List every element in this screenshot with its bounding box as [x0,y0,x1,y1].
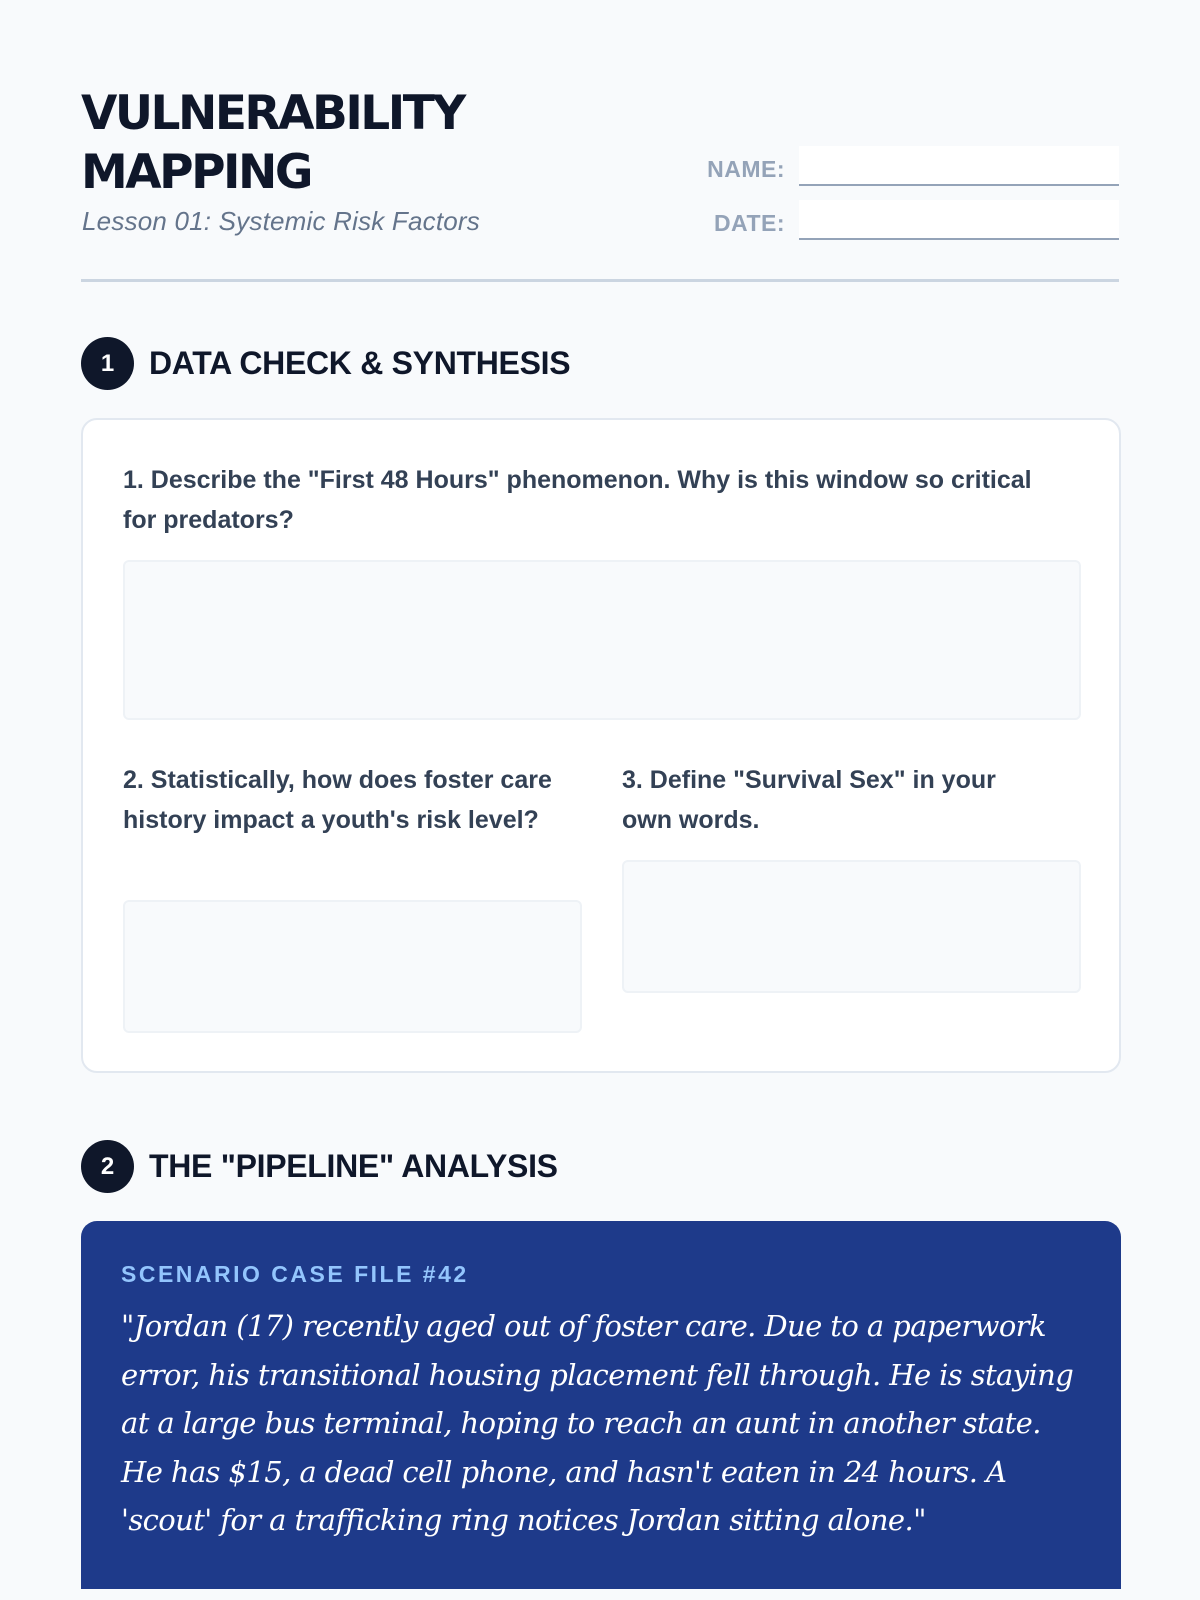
section-2-title: THE "PIPELINE" ANALYSIS [149,1148,558,1184]
section-1-heading [81,337,570,390]
answer-1-box[interactable] [123,560,1081,720]
worksheet-header [81,0,1119,282]
name-label: NAME: [707,156,785,182]
answer-3-box[interactable] [622,860,1081,993]
date-field[interactable] [799,200,1119,240]
date-label: DATE: [713,210,785,236]
case-scenario-text: "Jordan (17) recently aged out of foster care. Due to a paperwork error, his transitional housing placement fell through. He is staying at a large bus terminal, hoping to reach an aunt in another state. He has $15, a dead cell phone, and hasn't eaten in 24 hours. A 'scout' for a trafficking ring notices Jordan sitting alone." [121,1309,1074,1537]
page-title [81,84,561,202]
title-line-1: VULNERABILITY [81,86,464,141]
case-file-label: SCENARIO CASE FILE #42 [121,1261,469,1287]
question-3: 3. Define "Survival Sex" in your own words. [622,766,996,834]
answer-2-box[interactable] [123,900,582,1033]
question-1: 1. Describe the "First 48 Hours" phenomenon. Why is this window so critical for predators? [123,466,1032,534]
section-1-title: DATA CHECK & SYNTHESIS [149,345,571,381]
section-2-number-badge: 2 [81,1140,134,1193]
section-2-heading [81,1140,558,1193]
title-line-2: MAPPING [81,145,311,200]
questions-card [81,418,1121,1073]
lesson-subtitle: Lesson 01: Systemic Risk Factors [82,206,480,236]
question-2: 2. Statistically, how does foster care history impact a youth's risk level? [123,766,552,834]
section-1-number-badge: 1 [81,337,134,390]
scenario-case-panel [81,1221,1121,1589]
date-field-row [685,200,1119,240]
name-field-row [685,146,1119,186]
name-field[interactable] [799,146,1119,186]
